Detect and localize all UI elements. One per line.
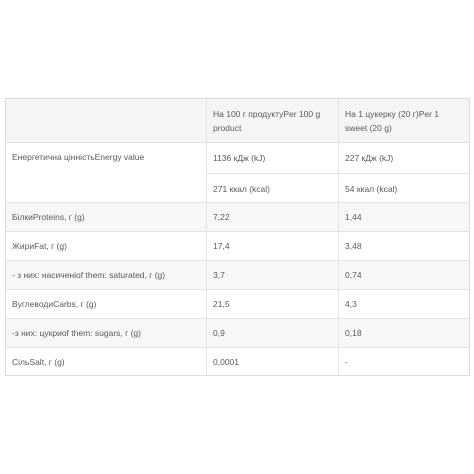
energy-kj-per-piece: 227 кДж (kJ) <box>345 153 394 163</box>
row-per-piece: 4,3 <box>345 299 357 309</box>
row-per-100g: 17,4 <box>207 232 339 260</box>
table-row-energy <box>6 143 469 203</box>
row-per-100g: 21,5 <box>207 290 339 318</box>
energy-kcal-per-piece: 54 ккал (kcal) <box>345 183 398 194</box>
energy-kcal-subrow <box>207 173 469 203</box>
row-per-piece: 0,18 <box>345 328 362 338</box>
table-row <box>6 203 469 232</box>
row-label: - з них: насиченіof them: saturated, г (g) <box>6 261 207 289</box>
row-label: -з них: цукриof them: sugars, г (g) <box>6 319 207 347</box>
header-empty-cell <box>6 99 207 142</box>
row-per-piece: 0,74 <box>345 270 362 280</box>
row-per-100g: 7,22 <box>207 203 339 231</box>
row-per-100g: 0,9 <box>207 319 339 347</box>
nutrition-table <box>5 98 470 376</box>
row-label: ВуглеводиCarbs, г (g) <box>6 290 207 318</box>
energy-label: Енергетична цінністьEnergy value <box>6 143 207 202</box>
header-per-piece: На 1 цукерку (20 г)Per 1 sweet (20 g) <box>345 108 440 133</box>
row-label: ЖириFat, г (g) <box>6 232 207 260</box>
table-row <box>6 348 469 375</box>
row-per-100g: 3,7 <box>207 261 339 289</box>
row-per-100g: 0,0001 <box>207 348 339 375</box>
row-per-piece: 3,48 <box>345 241 362 251</box>
energy-kcal-per-100g: 271 ккал (kcal) <box>207 174 339 203</box>
header-per-100g: На 100 г продуктуPer 100 g product <box>207 99 339 142</box>
table-row <box>6 290 469 319</box>
table-row <box>6 261 469 290</box>
table-row <box>6 232 469 261</box>
row-label: СільSalt, г (g) <box>6 348 207 375</box>
row-per-piece: 1,44 <box>345 212 362 222</box>
table-row <box>6 319 469 348</box>
energy-kj-per-100g: 1136 кДж (kJ) <box>207 143 339 173</box>
row-per-piece: - <box>345 356 348 367</box>
table-header-row <box>6 99 469 143</box>
row-label: БілкиProteins, г (g) <box>6 203 207 231</box>
